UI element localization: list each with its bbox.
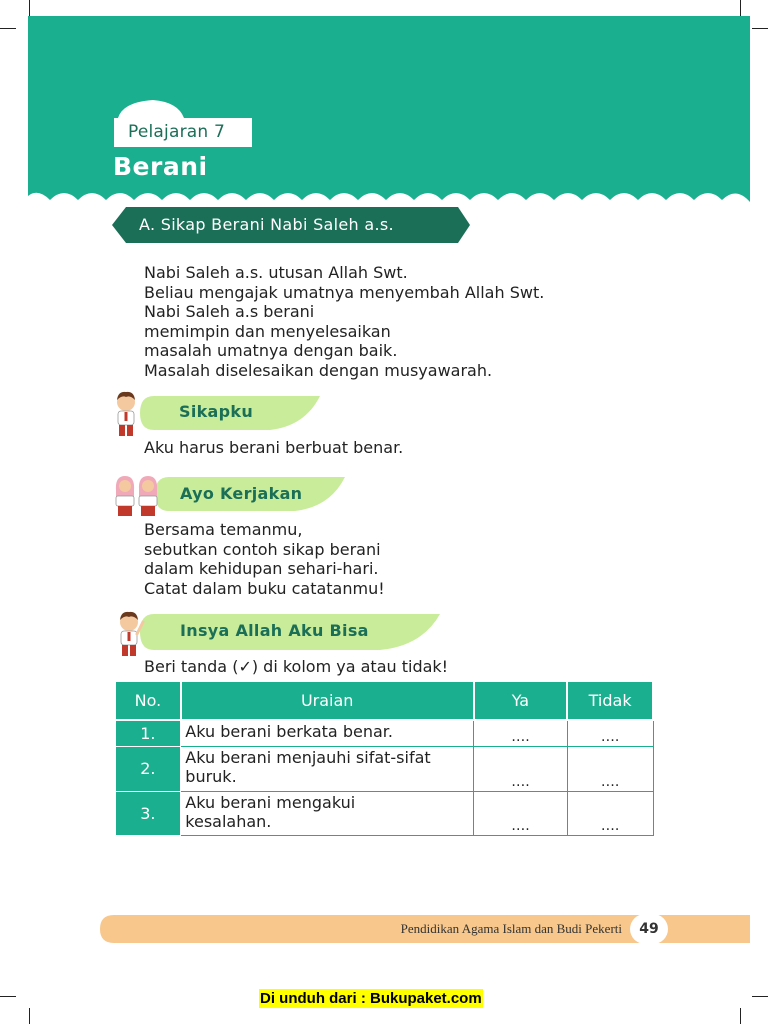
paragraph-line: dalam kehidupan sehari-hari.: [144, 559, 379, 578]
paragraph-line: Masalah diselesaikan dengan musyawarah.: [144, 360, 493, 380]
crop-mark: [752, 996, 768, 997]
paragraph-line: sebutkan contoh sikap berani: [144, 539, 381, 559]
description-line: Aku berani mengakui: [185, 792, 356, 812]
row-number: 2.: [115, 746, 181, 791]
tidak-cell[interactable]: ….: [567, 720, 653, 746]
header-uraian: Uraian: [181, 681, 474, 720]
paragraph-line: Nabi Saleh a.s. utusan Allah Swt.: [144, 263, 408, 282]
table-header-row: [115, 681, 653, 720]
table-row: [115, 791, 653, 835]
row-description: [181, 791, 474, 835]
ya-cell[interactable]: ….: [474, 720, 568, 746]
row-description: [181, 746, 474, 791]
boy-student-icon: [112, 390, 140, 438]
paragraph-line: memimpin dan menyelesaikan: [144, 321, 391, 341]
crop-mark: [29, 0, 30, 16]
section-a-paragraph: [144, 263, 544, 380]
table-instruction: Beri tanda (✓) di kolom ya atau tidak!: [144, 657, 449, 676]
paragraph-line: Bersama temanmu,: [144, 520, 303, 539]
tidak-cell[interactable]: ….: [567, 746, 653, 791]
footer-book-title: Pendidikan Agama Islam dan Budi Pekerti: [400, 921, 622, 936]
crop-mark: [740, 0, 741, 16]
crop-mark: [0, 996, 16, 997]
paragraph-line: Beliau mengajak umatnya menyembah Allah Swt.: [144, 282, 545, 302]
crop-mark: [752, 28, 768, 29]
description-line: Aku berani berkata benar.: [185, 722, 393, 741]
header-tidak: Tidak: [567, 681, 653, 720]
insya-allah-title: Insya Allah Aku Bisa: [180, 621, 369, 640]
description-line: Aku berani menjauhi sifat-sifat: [185, 747, 431, 767]
paragraph-line: masalah umatnya dengan baik.: [144, 341, 398, 360]
paragraph-line: Catat dalam buku catatanmu!: [144, 578, 385, 598]
lesson-label: Pelajaran 7: [114, 118, 252, 147]
table-row: [115, 746, 653, 791]
row-number: 1.: [115, 720, 181, 746]
tidak-cell[interactable]: ….: [567, 791, 653, 835]
crop-mark: [740, 1008, 741, 1024]
page-number: 49: [630, 914, 668, 944]
crop-mark: [29, 1008, 30, 1024]
row-number: 3.: [115, 791, 181, 835]
section-heading: A. Sikap Berani Nabi Saleh a.s.: [139, 215, 394, 234]
lesson-title: Berani: [113, 152, 208, 181]
two-girls-student-icon: [112, 472, 162, 518]
ya-cell[interactable]: ….: [474, 746, 568, 791]
header-ya: Ya: [474, 681, 568, 720]
description-line: kesalahan.: [185, 811, 272, 831]
sikapku-title: Sikapku: [179, 402, 254, 421]
crop-mark: [0, 28, 16, 29]
ayo-kerjakan-paragraph: [144, 520, 385, 598]
boy-raising-hand-icon: [112, 610, 146, 658]
row-description: [181, 720, 474, 746]
checklist-table: [114, 680, 654, 836]
sikapku-text: Aku harus berani berbuat benar.: [144, 438, 404, 457]
download-source-note[interactable]: Di unduh dari : Bukupaket.com: [260, 990, 482, 1007]
ya-cell[interactable]: ….: [474, 791, 568, 835]
header-no: No.: [115, 681, 181, 720]
ayo-kerjakan-title: Ayo Kerjakan: [180, 484, 303, 503]
paragraph-line: Nabi Saleh a.s berani: [144, 302, 315, 321]
table-row: [115, 720, 653, 746]
description-line: buruk.: [185, 766, 237, 786]
